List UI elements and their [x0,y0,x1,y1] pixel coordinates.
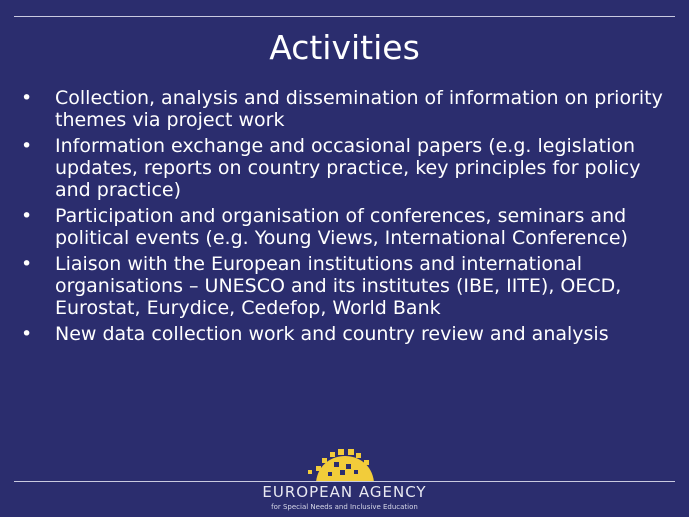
bullet-marker: • [21,87,33,109]
bullet-text: New data collection work and country review and analysis [55,323,609,345]
bullet-item [16,205,676,249]
bullet-item [16,323,676,345]
bullet-text: Information exchange and occasional papers (e.g. legislation updates, reports on country practice, key principles for policy and practice) [55,135,641,201]
top-divider [14,16,675,17]
agency-subtitle: for Special Needs and Inclusive Education [271,503,418,511]
agency-name: EUROPEAN AGENCY [262,483,427,501]
bullet-marker: • [21,135,33,157]
bullet-item [16,253,676,319]
bullet-text: Collection, analysis and dissemination of information on priority themes via project work [55,87,663,131]
bullet-list [16,87,676,349]
bullet-marker: • [21,323,33,345]
bullet-text: Participation and organisation of conferences, seminars and political events (e.g. Young Views, International Conference) [55,205,628,249]
bullet-text: Liaison with the European institutions and international organisations – UNESCO and its institutes (IBE, IITE), OECD, Eurostat, Eurydice, Cedefop, World Bank [55,253,622,319]
bottom-divider [14,481,675,482]
bullet-marker: • [21,205,33,227]
european-agency-logo-icon [300,448,390,482]
slide-title: Activities [269,28,420,67]
bullet-item [16,135,676,201]
bullet-item [16,87,676,131]
bullet-marker: • [21,253,33,275]
